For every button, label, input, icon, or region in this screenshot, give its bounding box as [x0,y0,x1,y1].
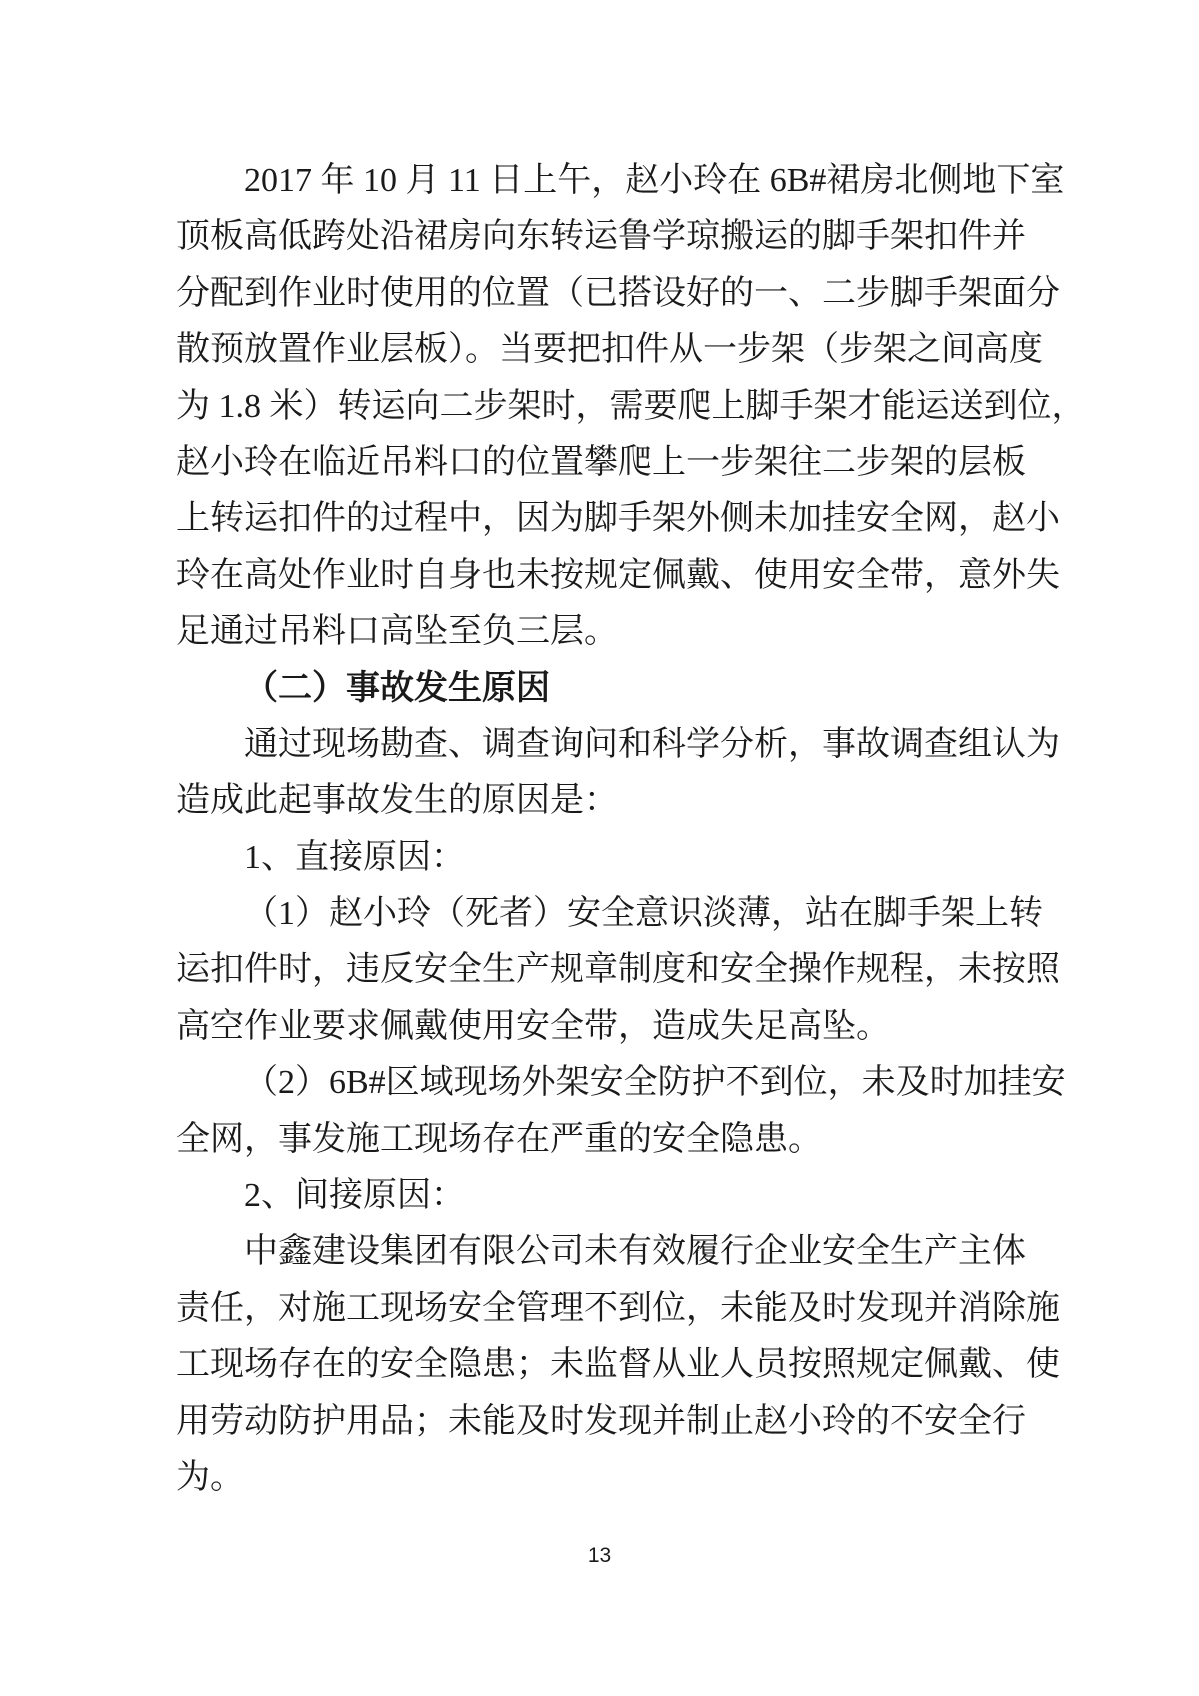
text-line: 分配到作业时使用的位置（已搭设好的一、二步脚手架面分 [176,274,1060,312]
text-line: 上转运扣件的过程中，因为脚手架外侧未加挂安全网，赵小 [176,500,1060,538]
text-line: 通过现场勘查、调查询问和科学分析，事故调查组认为 [244,725,1060,763]
text-line: （2）6B#区域现场外架安全防护不到位，未及时加挂安 [244,1064,1066,1102]
text-line: 为 1.8 米）转运向二步架时，需要爬上脚手架才能运送到位， [176,387,1086,425]
text-line: 全网，事发施工现场存在严重的安全隐患。 [176,1120,822,1158]
text-line: 2、间接原因： [244,1177,465,1215]
text-line: 为。 [176,1458,244,1496]
text-line: 造成此起事故发生的原因是： [176,782,618,820]
text-line: 顶板高低跨处沿裙房向东转运鲁学琼搬运的脚手架扣件并 [176,218,1026,256]
text-line: 散预放置作业层板）。当要把扣件从一步架（步架之间高度 [176,331,1043,369]
text-line: 责任，对施工现场安全管理不到位，未能及时发现并消除施 [176,1289,1060,1327]
section-heading: （二）事故发生原因 [244,669,550,707]
document-body [176,153,1086,1506]
text-line: 2017 年 10 月 11 日上午，赵小玲在 6B#裙房北侧地下室 [244,162,1065,199]
text-line: （1）赵小玲（死者）安全意识淡薄，站在脚手架上转 [244,895,1043,933]
text-line: 高空作业要求佩戴使用安全带，造成失足高坠。 [176,1007,890,1045]
text-line: 玲在高处作业时自身也未按规定佩戴、使用安全带，意外失 [176,556,1060,594]
text-line: 用劳动防护用品；未能及时发现并制止赵小玲的不安全行 [176,1402,1026,1440]
text-line: 1、直接原因： [244,838,465,876]
text-line: 赵小玲在临近吊料口的位置攀爬上一步架往二步架的层板 [176,443,1026,481]
page-number: 13 [587,1544,612,1567]
text-line: 足通过吊料口高坠至负三层。 [176,613,618,651]
text-line: 中鑫建设集团有限公司未有效履行企业安全生产主体 [244,1233,1026,1271]
text-line: 工现场存在的安全隐患；未监督从业人员按照规定佩戴、使 [176,1346,1060,1384]
text-line: 运扣件时，违反安全生产规章制度和安全操作规程，未按照 [176,951,1060,989]
